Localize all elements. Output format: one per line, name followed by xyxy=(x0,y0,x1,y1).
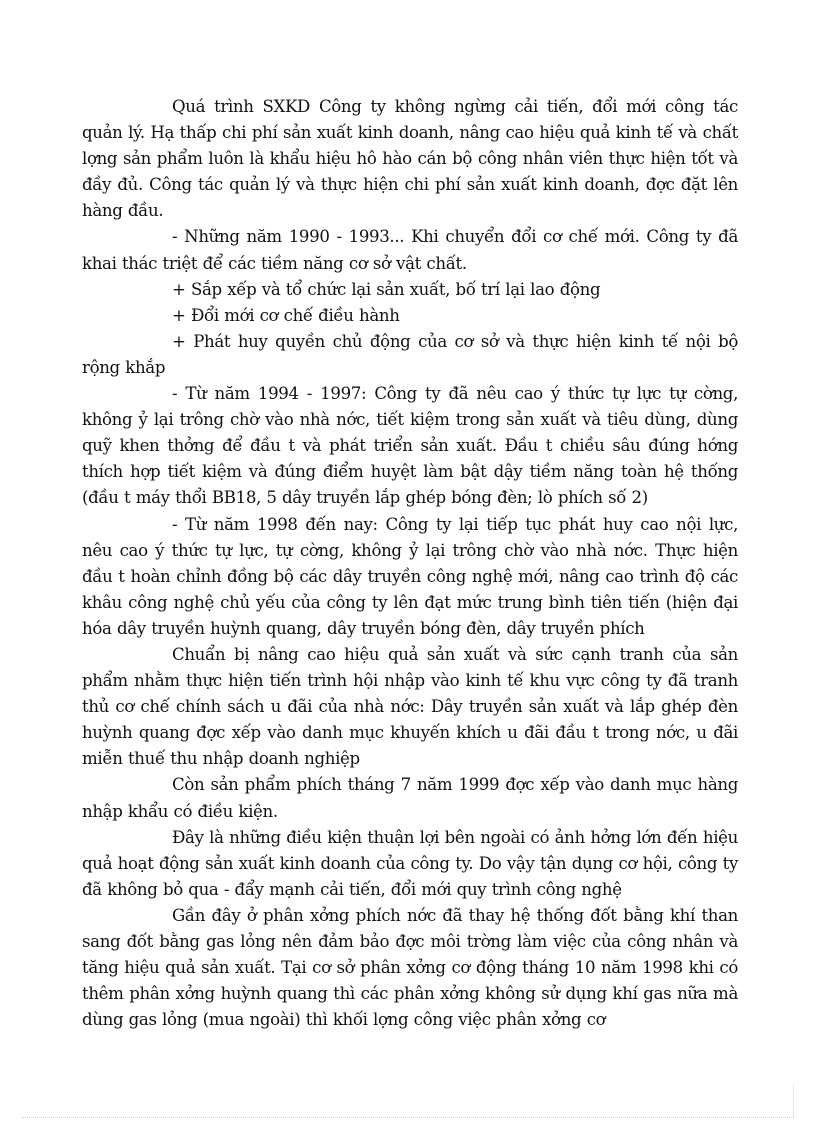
list-item-doi-moi: + Đổi mới cơ chế điều hành xyxy=(172,305,400,325)
page-bottom-divider xyxy=(22,1117,794,1118)
page-corner-divider xyxy=(793,1084,794,1117)
paragraph-1998-nay: - Từ năm 1998 đến nay: Công ty lại tiếp tục phát huy cao nội lực, nêu cao ý thức tự lực, tự cờng, không ỷ lại trông chờ vào nhà nớc. Thực hiện đầu t hoàn chỉnh đồng bộ các dây truyền công nghệ mới, nâng cao trình độ các khâu công nghệ chủ yếu của công ty lên đạt mức trung bình tiên tiến (hiện đại hóa dây truyền huỳnh quang, dây truyền bóng đèn, dây truyền phích xyxy=(82,514,738,638)
list-item-sap-xep: + Sắp xếp và tổ chức lại sản xuất, bố trí lại lao động xyxy=(172,279,601,299)
paragraph-chuan-bi: Chuẩn bị nâng cao hiệu quả sản xuất và sức cạnh tranh của sản phẩm nhằm thực hiện tiến trình hội nhập vào kinh tế khu vực công ty đã tranh thủ cơ chế chính sách u đãi của nhà nớc: Dây truyền sản xuất và lắp ghép đèn huỳnh quang đợc xếp vào danh mục khuyến khích u đãi đầu t trong nớc, u đãi miễn thuế thu nhập doanh nghiệp xyxy=(82,644,738,769)
paragraph-dieu-kien: Đây là những điều kiện thuận lợi bên ngoài có ảnh hởng lớn đến hiệu quả hoạt động sản xuất kinh doanh của công ty. Do vậy tận dụng cơ hội, công ty đã không bỏ qua - đẩy mạnh cải tiến, đổi mới quy trình công nghệ xyxy=(82,827,738,899)
document-body xyxy=(82,94,738,1033)
paragraph-gan-day: Gần đây ở phân xởng phích nớc đã thay hệ thống đốt bằng khí than sang đốt bằng gas lỏng nên đảm bảo đợc môi trờng làm việc của công nhân và tăng hiệu quả sản xuất. Tại cơ sở phân xởng cơ động tháng 10 năm 1998 khi có thêm phân xởng huỳnh quang thì các phân xởng không sử dụng khí gas nữa mà dùng gas lỏng (mua ngoài) thì khối lợng công việc phân xởng cơ xyxy=(82,905,738,1030)
paragraph-1990-1993: - Những năm 1990 - 1993... Khi chuyển đổi cơ chế mới. Công ty đã khai thác triệt để các tiềm năng cơ sở vật chất. xyxy=(82,227,738,273)
paragraph-sxkd-intro: Quá trình SXKD Công ty không ngừng cải tiến, đổi mới công tác quản lý. Hạ thấp chi phí sản xuất kinh doanh, nâng cao hiệu quả kinh tế và chất lợng sản phẩm luôn là khẩu hiệu hô hào cán bộ công nhân viên thực hiện tốt và đầy đủ. Công tác quản lý và thực hiện chi phí sản xuất kinh doanh, đợc đặt lên hàng đầu. xyxy=(82,97,738,221)
list-item-phat-huy: + Phát huy quyền chủ động của cơ sở và thực hiện kinh tế nội bộ rộng khắp xyxy=(82,331,738,377)
paragraph-phich-1999: Còn sản phẩm phích tháng 7 năm 1999 đợc xếp vào danh mục hàng nhập khẩu có điều kiện. xyxy=(82,775,738,821)
paragraph-1994-1997: - Từ năm 1994 - 1997: Công ty đã nêu cao ý thức tự lực tự cờng, không ỷ lại trông chờ vào nhà nớc, tiết kiệm trong sản xuất và tiêu dùng, dùng quỹ khen thởng để đầu t và phát triển sản xuất. Đầu t chiều sâu đúng hớng thích hợp tiết kiệm và đúng điểm huyệt làm bật dậy tiềm năng toàn hệ thống (đầu t máy thổi BB18, 5 dây truyền lắp ghép bóng đèn; lò phích số 2) xyxy=(82,384,738,508)
